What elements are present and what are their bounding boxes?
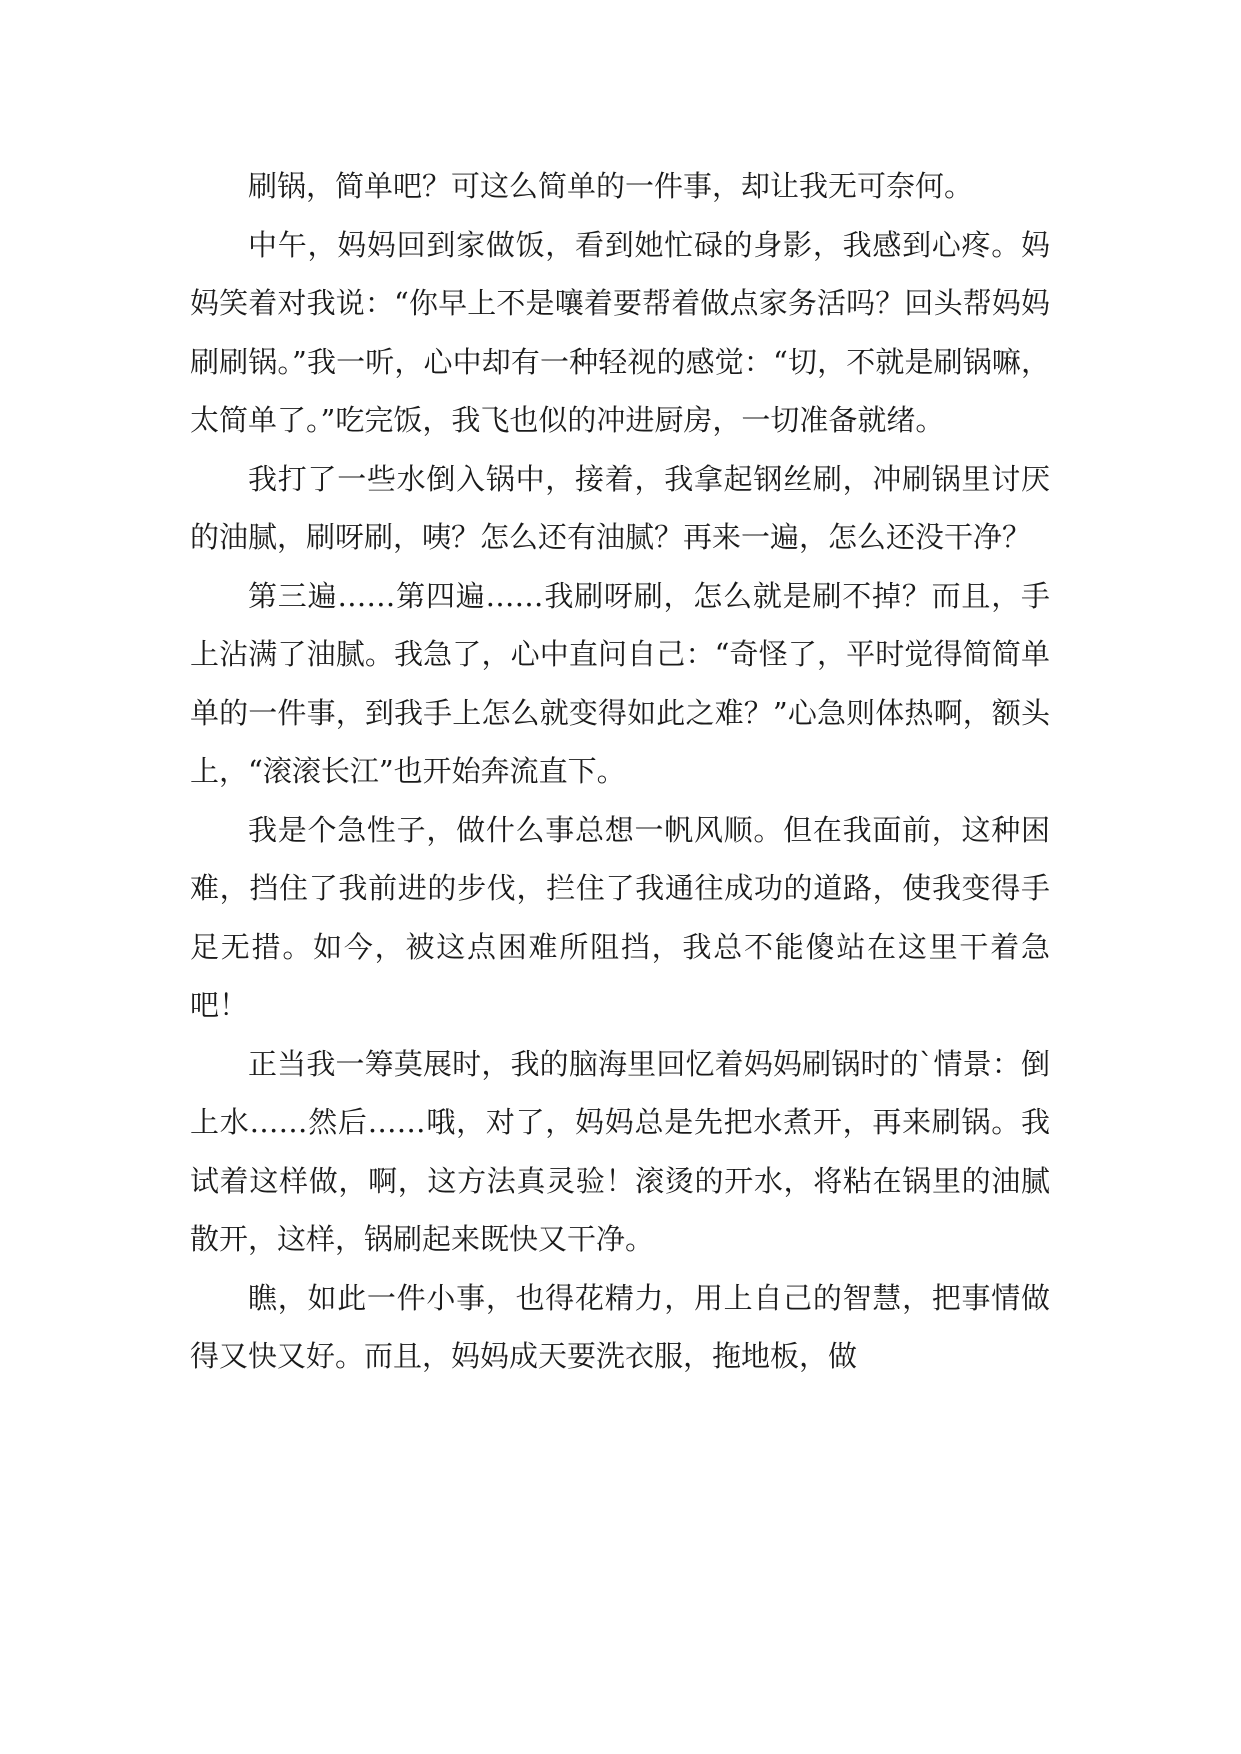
paragraph-6: 正当我一筹莫展时，我的脑海里回忆着妈妈刷锅时的`情景：倒上水……然后……哦，对了，妈妈总是先把水煮开，再来刷锅。我试着这样做，啊，这方法真灵验！滚烫的开水，将粘在锅里的油腻散开，这样，锅刷起来既快又干净。 [190, 1046, 1050, 1256]
paragraph-1: 刷锅，简单吧？可这么简单的一件事，却让我无可奈何。 [248, 169, 974, 203]
paragraph-7: 瞧，如此一件小事，也得花精力，用上自己的智慧，把事情做得又快又好。而且，妈妈成天要洗衣服，拖地板，做 [190, 1280, 1050, 1373]
document-body [190, 157, 1050, 1386]
paragraph-3: 我打了一些水倒入锅中，接着，我拿起钢丝刷，冲刷锅里讨厌的油腻，刷呀刷，咦？怎么还有油腻？再来一遍，怎么还没干净？ [190, 461, 1050, 554]
paragraph-2: 中午，妈妈回到家做饭，看到她忙碌的身影，我感到心疼。妈妈笑着对我说：“你早上不是嚷着要帮着做点家务活吗？回头帮妈妈刷刷锅。”我一听，心中却有一种轻视的感觉：“切，不就是刷锅嘛，太简单了。”吃完饭，我飞也似的冲进厨房，一切准备就绪。 [190, 227, 1050, 437]
paragraph-5: 我是个急性子，做什么事总想一帆风顺。但在我面前，这种困难，挡住了我前进的步伐，拦住了我通往成功的道路，使我变得手足无措。如今，被这点困难所阻挡，我总不能傻站在这里干着急吧！ [190, 812, 1050, 1022]
paragraph-4: 第三遍……第四遍……我刷呀刷，怎么就是刷不掉？而且，手上沾满了油腻。我急了，心中直问自己：“奇怪了，平时觉得简简单单的一件事，到我手上怎么就变得如此之难？”心急则体热啊，额头上，“滚滚长江”也开始奔流直下。 [190, 578, 1050, 788]
